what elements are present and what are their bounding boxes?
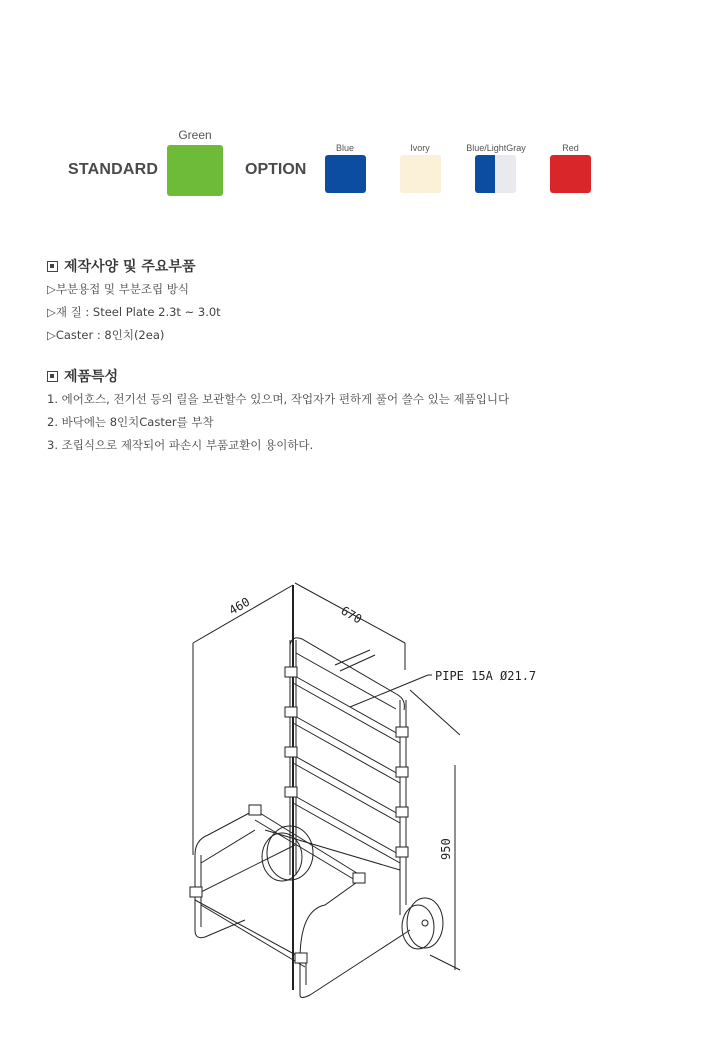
- green-swatch: [167, 145, 223, 196]
- green-swatch-name: Green: [178, 128, 212, 142]
- feature-item: 3. 조립식으로 제작되어 파손시 부품교환이 용이하다.: [47, 438, 314, 452]
- feature-item: 1. 에어호스, 전기선 등의 릴을 보관할수 있으며, 작업자가 편하게 풀어 쓸수 있는 제품입니다: [47, 392, 510, 406]
- spec-section-title: [47, 256, 195, 276]
- spec-item: ▷Caster : 8인치(2ea): [47, 328, 165, 342]
- blue-lightgray-swatch-name: Blue/LightGray: [466, 143, 526, 153]
- blue-lightgray-swatch: [475, 155, 516, 193]
- red-swatch-name: Red: [562, 143, 579, 153]
- ivory-swatch-name: Ivory: [410, 143, 430, 153]
- color-options-row: [0, 0, 709, 220]
- spec-item: ▷재 질 : Steel Plate 2.3t ~ 3.0t: [47, 305, 221, 319]
- depth-dimension: 460: [226, 594, 253, 618]
- pipe-spec-label: PIPE 15A Ø21.7: [435, 669, 537, 683]
- square-bullet-icon: [47, 371, 58, 382]
- features-title-text: 제품특성: [64, 369, 119, 385]
- width-dimension: 670: [338, 603, 365, 627]
- blue-swatch: [325, 155, 366, 193]
- blue-swatch-name: Blue: [335, 143, 354, 153]
- ivory-swatch: [400, 155, 441, 193]
- standard-label: STANDARD: [68, 161, 159, 178]
- height-dimension: 950: [439, 838, 453, 860]
- option-label: OPTION: [245, 161, 307, 178]
- red-swatch: [550, 155, 591, 193]
- features-section-title: [47, 366, 118, 386]
- feature-item: 2. 바닥에는 8인치Caster를 부착: [47, 415, 214, 429]
- spec-item: ▷부분용접 및 부분조립 방식: [47, 282, 190, 296]
- spec-title-text: 제작사양 및 주요부품: [64, 259, 196, 275]
- reel-cart-drawing: [170, 575, 570, 1015]
- square-bullet-icon: [47, 261, 58, 272]
